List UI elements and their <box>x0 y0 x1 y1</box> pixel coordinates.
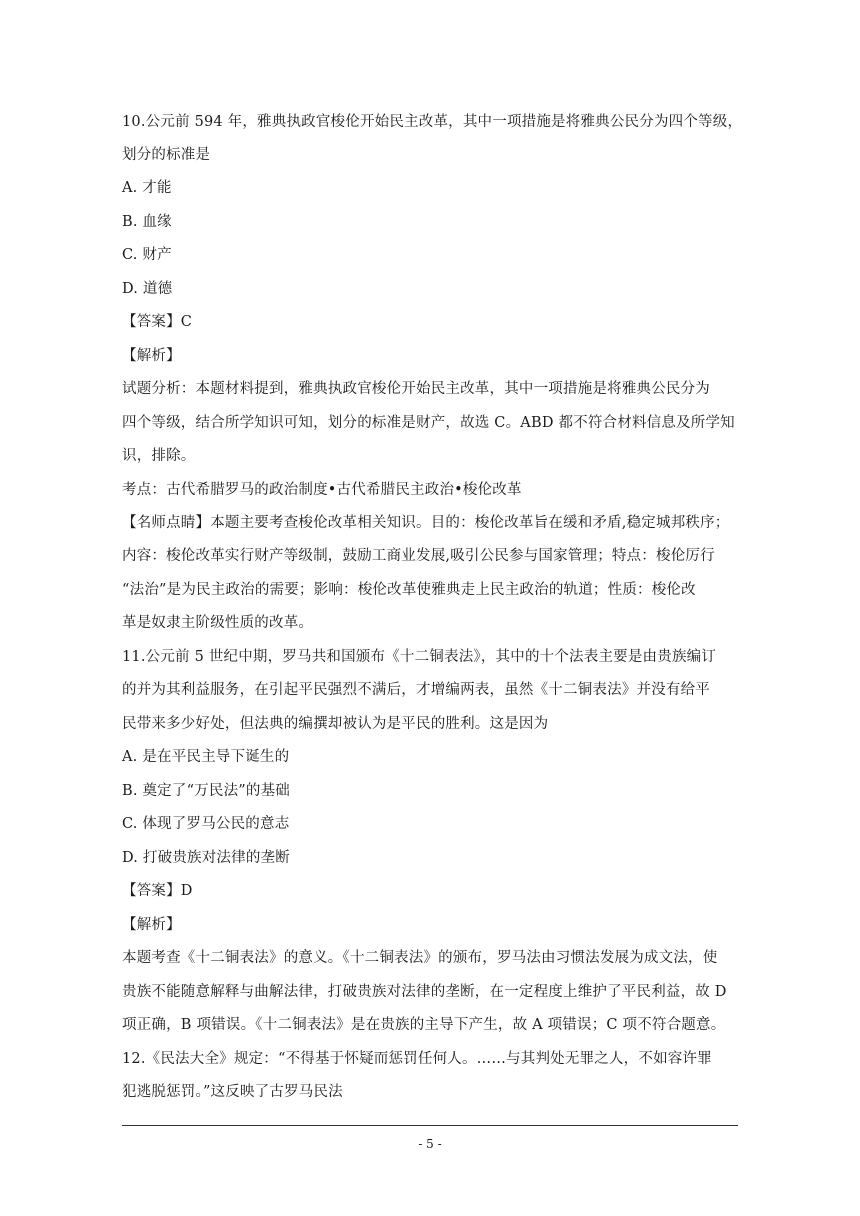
q10-analysis-line3: 识，排除。 <box>122 448 196 464</box>
q10-teacher-note-line4: 革是奴隶主阶级性质的改革。 <box>122 615 314 631</box>
q10-analysis-line1: 试题分析：本题材料提到，雅典执政官梭伦开始民主改革，其中一项措施是将雅典公民分为 <box>122 381 710 397</box>
q10-teacher-note-line3: “法治”是为民主政治的需要；影响：梭伦改革使雅典走上民主政治的轨道；性质：梭伦改 <box>122 582 696 598</box>
q10-analysis-line2: 四个等级，结合所学知识可知，划分的标准是财产，故选 C。ABD 都不符合材料信息及所学知 <box>122 415 735 431</box>
q10-option-a: A. 才能 <box>122 180 172 196</box>
q11-analysis-heading: 【解析】 <box>122 917 181 933</box>
q10-stem-line2: 划分的标准是 <box>122 147 211 163</box>
q10-stem-line1: 10.公元前 594 年，雅典执政官梭伦开始民主改革，其中一项措施是将雅典公民分为四个等级， <box>122 114 743 130</box>
q11-analysis-line2: 贵族不能随意解释与曲解法律，打破贵族对法律的垄断，在一定程度上维护了平民利益，故 D <box>122 984 727 1000</box>
q10-kaodian: 考点：古代希腊罗马的政治制度•古代希腊民主政治•梭伦改革 <box>122 482 522 498</box>
q11-analysis-line1: 本题考查《十二铜表法》的意义。《十二铜表法》的颁布，罗马法由习惯法发展为成文法，使 <box>122 950 718 966</box>
q10-analysis-heading: 【解析】 <box>122 348 181 364</box>
q10-teacher-note-line2: 内容：梭伦改革实行财产等级制，鼓励工商业发展,吸引公民参与国家管理；特点：梭伦厉行 <box>122 548 715 564</box>
q11-answer: 【答案】D <box>122 883 193 899</box>
q11-stem-line2: 的并为其利益服务，在引起平民强烈不满后，才增编两表，虽然《十二铜表法》并没有给平 <box>122 682 710 698</box>
q11-stem-line1: 11.公元前 5 世纪中期，罗马共和国颁布《十二铜表法》，其中的十个法表主要是由贵族编订 <box>122 649 717 665</box>
q11-stem-line3: 民带来多少好处，但法典的编撰却被认为是平民的胜利。这是因为 <box>122 716 549 732</box>
q10-answer: 【答案】C <box>122 314 193 330</box>
q12-stem-line2: 犯逃脱惩罚。”这反映了古罗马民法 <box>122 1084 343 1100</box>
q10-option-c: C. 财产 <box>122 247 172 263</box>
q10-option-d: D. 道德 <box>122 281 173 297</box>
q11-option-a: A. 是在平民主导下诞生的 <box>122 749 290 765</box>
q10-option-b: B. 血缘 <box>122 214 172 230</box>
q11-option-c: C. 体现了罗马公民的意志 <box>122 816 290 832</box>
q12-stem-line1: 12.《民法大全》规定：“不得基于怀疑而惩罚任何人。……与其判处无罪之人，不如容许罪 <box>122 1051 712 1067</box>
footer-divider <box>122 1125 738 1126</box>
page-number: - 5 - <box>418 1137 442 1151</box>
q10-teacher-note-line1: 【名师点睛】本题主要考查梭伦改革相关知识。目的：梭伦改革旨在缓和矛盾,稳定城邦秩序； <box>122 515 730 531</box>
q11-analysis-line3: 项正确，B 项错误。《十二铜表法》是在贵族的主导下产生，故 A 项错误；C 项不符合题意。 <box>122 1017 726 1033</box>
q11-option-d: D. 打破贵族对法律的垄断 <box>122 850 290 866</box>
q11-option-b: B. 奠定了“万民法”的基础 <box>122 783 290 799</box>
